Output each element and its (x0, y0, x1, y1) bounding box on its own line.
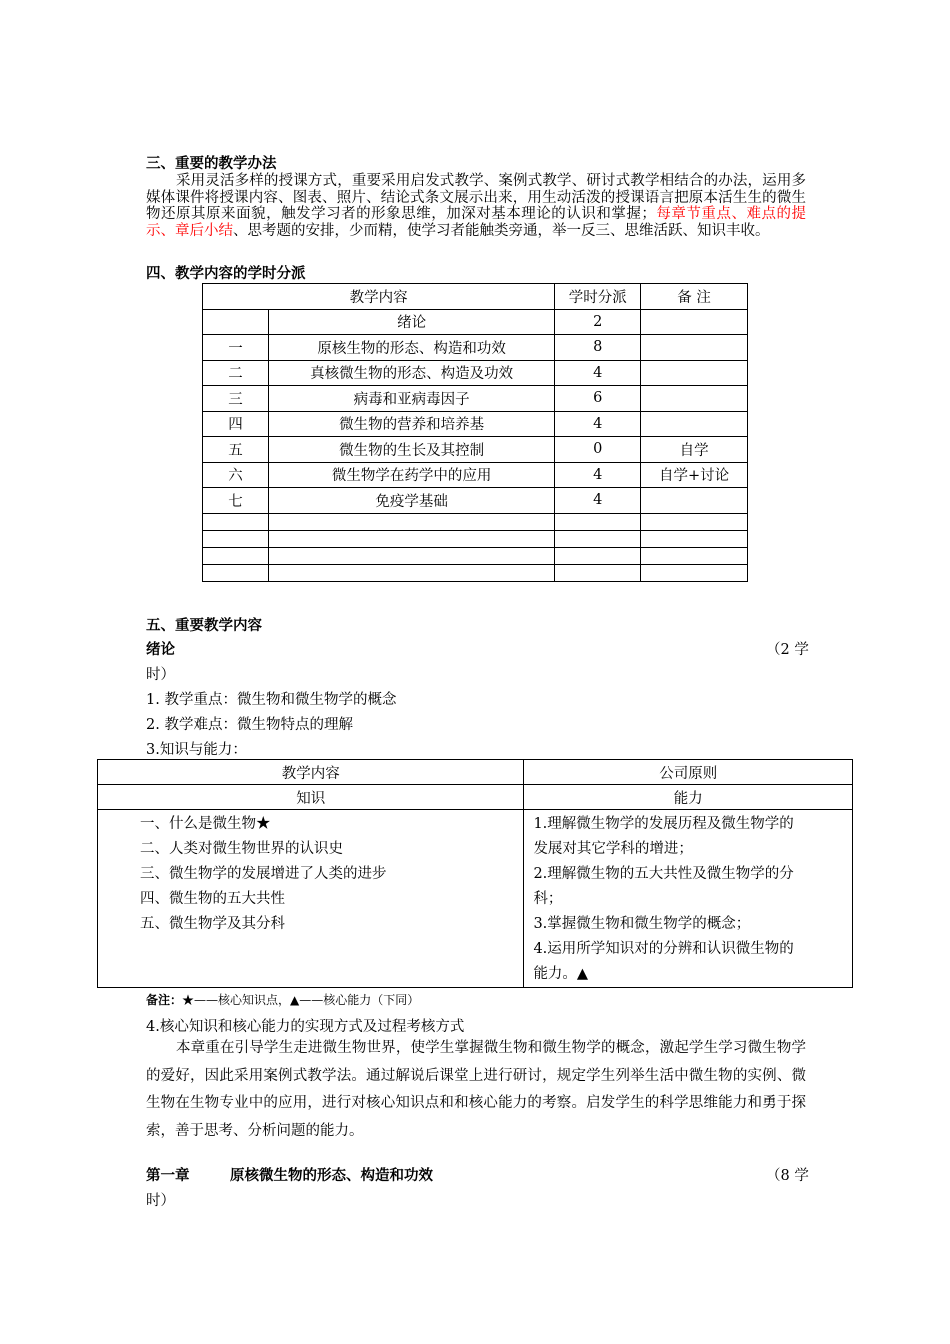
list-item: 1.理解微生物学的发展历程及微生物学的 (533, 816, 794, 832)
table-row (203, 360, 748, 386)
section5-title: 五、重要教学内容 (146, 618, 262, 634)
section3-paragraph (146, 173, 806, 239)
intro-hours-b: 时） (146, 667, 175, 683)
row-hours: 0 (555, 437, 641, 463)
row-hours: 8 (555, 335, 641, 361)
chapter1-hours-b: 时） (146, 1193, 175, 1209)
row-num: 二 (203, 360, 269, 386)
row-content: 原核生物的形态、构造和功效 (268, 335, 554, 361)
table-row (203, 386, 748, 412)
row-num: 七 (203, 488, 269, 514)
intro-title: 绪论 (146, 642, 175, 658)
row-content: 微生物学在药学中的应用 (268, 462, 554, 488)
empty-row (203, 547, 748, 564)
list-item: 四、微生物的五大共性 (140, 891, 285, 907)
intro-hours-a: （2 学 (766, 642, 809, 658)
row-num: 五 (203, 437, 269, 463)
implementation-paragraph: 本章重在引导学生走进微生物世界，使学生掌握微生物和微生物学的概念，激起学生学习微生物学的爱好，因此采用案例式教学法。通过解说后课堂上进行研讨，规定学生列举生活中微生物的实例、微生物在生物专业中的应用，进行对核心知识点和和核心能力的考察。启发学生的科学思维能力和勇于探索，善于思考、分析问题的能力。 (146, 1040, 806, 1139)
list-item: 3.掌握微生物和微生物学的概念； (533, 916, 751, 932)
list-item: 三、微生物学的发展增进了人类的进步 (140, 866, 387, 882)
table-row (203, 462, 748, 488)
kat-header-right: 公司原则 (524, 760, 853, 785)
knowledge-ability-table (97, 759, 853, 988)
table-row (203, 411, 748, 437)
row-hours: 4 (555, 462, 641, 488)
row-num (203, 309, 269, 335)
row-hours: 2 (555, 309, 641, 335)
kat-sub-right: 能力 (524, 785, 853, 810)
list-item: 4.运用所学知识对的分辨和认识微生物的 (533, 941, 794, 957)
header-note: 备 注 (641, 284, 748, 310)
row-content: 微生物的营养和培养基 (268, 411, 554, 437)
row-content: 微生物的生长及其控制 (268, 437, 554, 463)
row-num: 一 (203, 335, 269, 361)
header-content: 教学内容 (203, 284, 555, 310)
header-hours: 学时分派 (555, 284, 641, 310)
hours-table (202, 283, 748, 582)
empty-row (203, 530, 748, 547)
row-num: 六 (203, 462, 269, 488)
chapter1-label: 第一章 (146, 1168, 190, 1184)
section3-para-text-a: 采用灵活多样的授课方式，重要采用启发式教学、案例式教学、研讨式教学相结合的办法，运用多媒体课件将授课内容、图表、照片、结论式条文展示出来，用生动活泼的授课语言把原本活生生的微生物还原其原来面貌，触发学习者的形象思维，加深对基本理论的认识和掌握； (146, 173, 806, 222)
list-item: 科； (533, 891, 563, 907)
chapter1-hours-a: （8 学 (766, 1168, 809, 1184)
note-label: 备注： (146, 993, 183, 1007)
row-note (641, 488, 748, 514)
row-note (641, 360, 748, 386)
section4-title: 四、教学内容的学时分派 (146, 266, 306, 282)
chapter1-title: 原核微生物的形态、构造和功效 (230, 1168, 433, 1184)
knowledge-ability-label: 3.知识与能力： (146, 742, 247, 758)
list-item: 五、微生物学及其分科 (140, 916, 285, 932)
row-content: 病毒和亚病毒因子 (268, 386, 554, 412)
list-item: 能力。▲ (533, 966, 589, 982)
row-hours: 4 (555, 488, 641, 514)
kat-header-left: 教学内容 (98, 760, 524, 785)
section3-title: 三、重要的教学办法 (146, 156, 277, 172)
implementation-title: 4.核心知识和核心能力的实现方式及过程考核方式 (146, 1019, 465, 1035)
list-item: 2.理解微生物的五大共性及微生物学的分 (533, 866, 794, 882)
kat-sub-left: 知识 (98, 785, 524, 810)
table-note (146, 991, 419, 1008)
table-row (203, 309, 748, 335)
teaching-difficulty: 2. 教学难点：微生物特点的理解 (146, 717, 353, 733)
table-row (203, 437, 748, 463)
section3-para-text-b: 、思考题的安排，少而精，使学习者能触类旁通，举一反三、思维活跃、知识丰收。 (233, 222, 770, 239)
list-item: 一、什么是微生物★ (140, 816, 271, 832)
row-hours: 4 (555, 411, 641, 437)
empty-row (203, 513, 748, 530)
empty-row (203, 564, 748, 581)
row-note (641, 309, 748, 335)
row-note: 自学+讨论 (641, 462, 748, 488)
table-row (203, 335, 748, 361)
hours-table-header (203, 284, 748, 310)
row-content: 免疫学基础 (268, 488, 554, 514)
row-num: 三 (203, 386, 269, 412)
row-content: 真核微生物的形态、构造及功效 (268, 360, 554, 386)
knowledge-list (98, 810, 524, 988)
row-content: 绪论 (268, 309, 554, 335)
list-item: 二、人类对微生物世界的认识史 (140, 841, 343, 857)
note-text: ★——核心知识点，▲——核心能力（下同） (182, 993, 420, 1007)
row-num: 四 (203, 411, 269, 437)
row-note (641, 386, 748, 412)
row-note (641, 411, 748, 437)
row-note: 自学 (641, 437, 748, 463)
list-item: 发展对其它学科的增进； (533, 841, 693, 857)
table-row (203, 488, 748, 514)
teaching-focus: 1. 教学重点：微生物和微生物学的概念 (146, 692, 397, 708)
ability-list (524, 810, 853, 988)
row-hours: 6 (555, 386, 641, 412)
row-note (641, 335, 748, 361)
section3-para-highlight: 每章节重点、难点的提示、章后小结 (146, 206, 807, 239)
row-hours: 4 (555, 360, 641, 386)
